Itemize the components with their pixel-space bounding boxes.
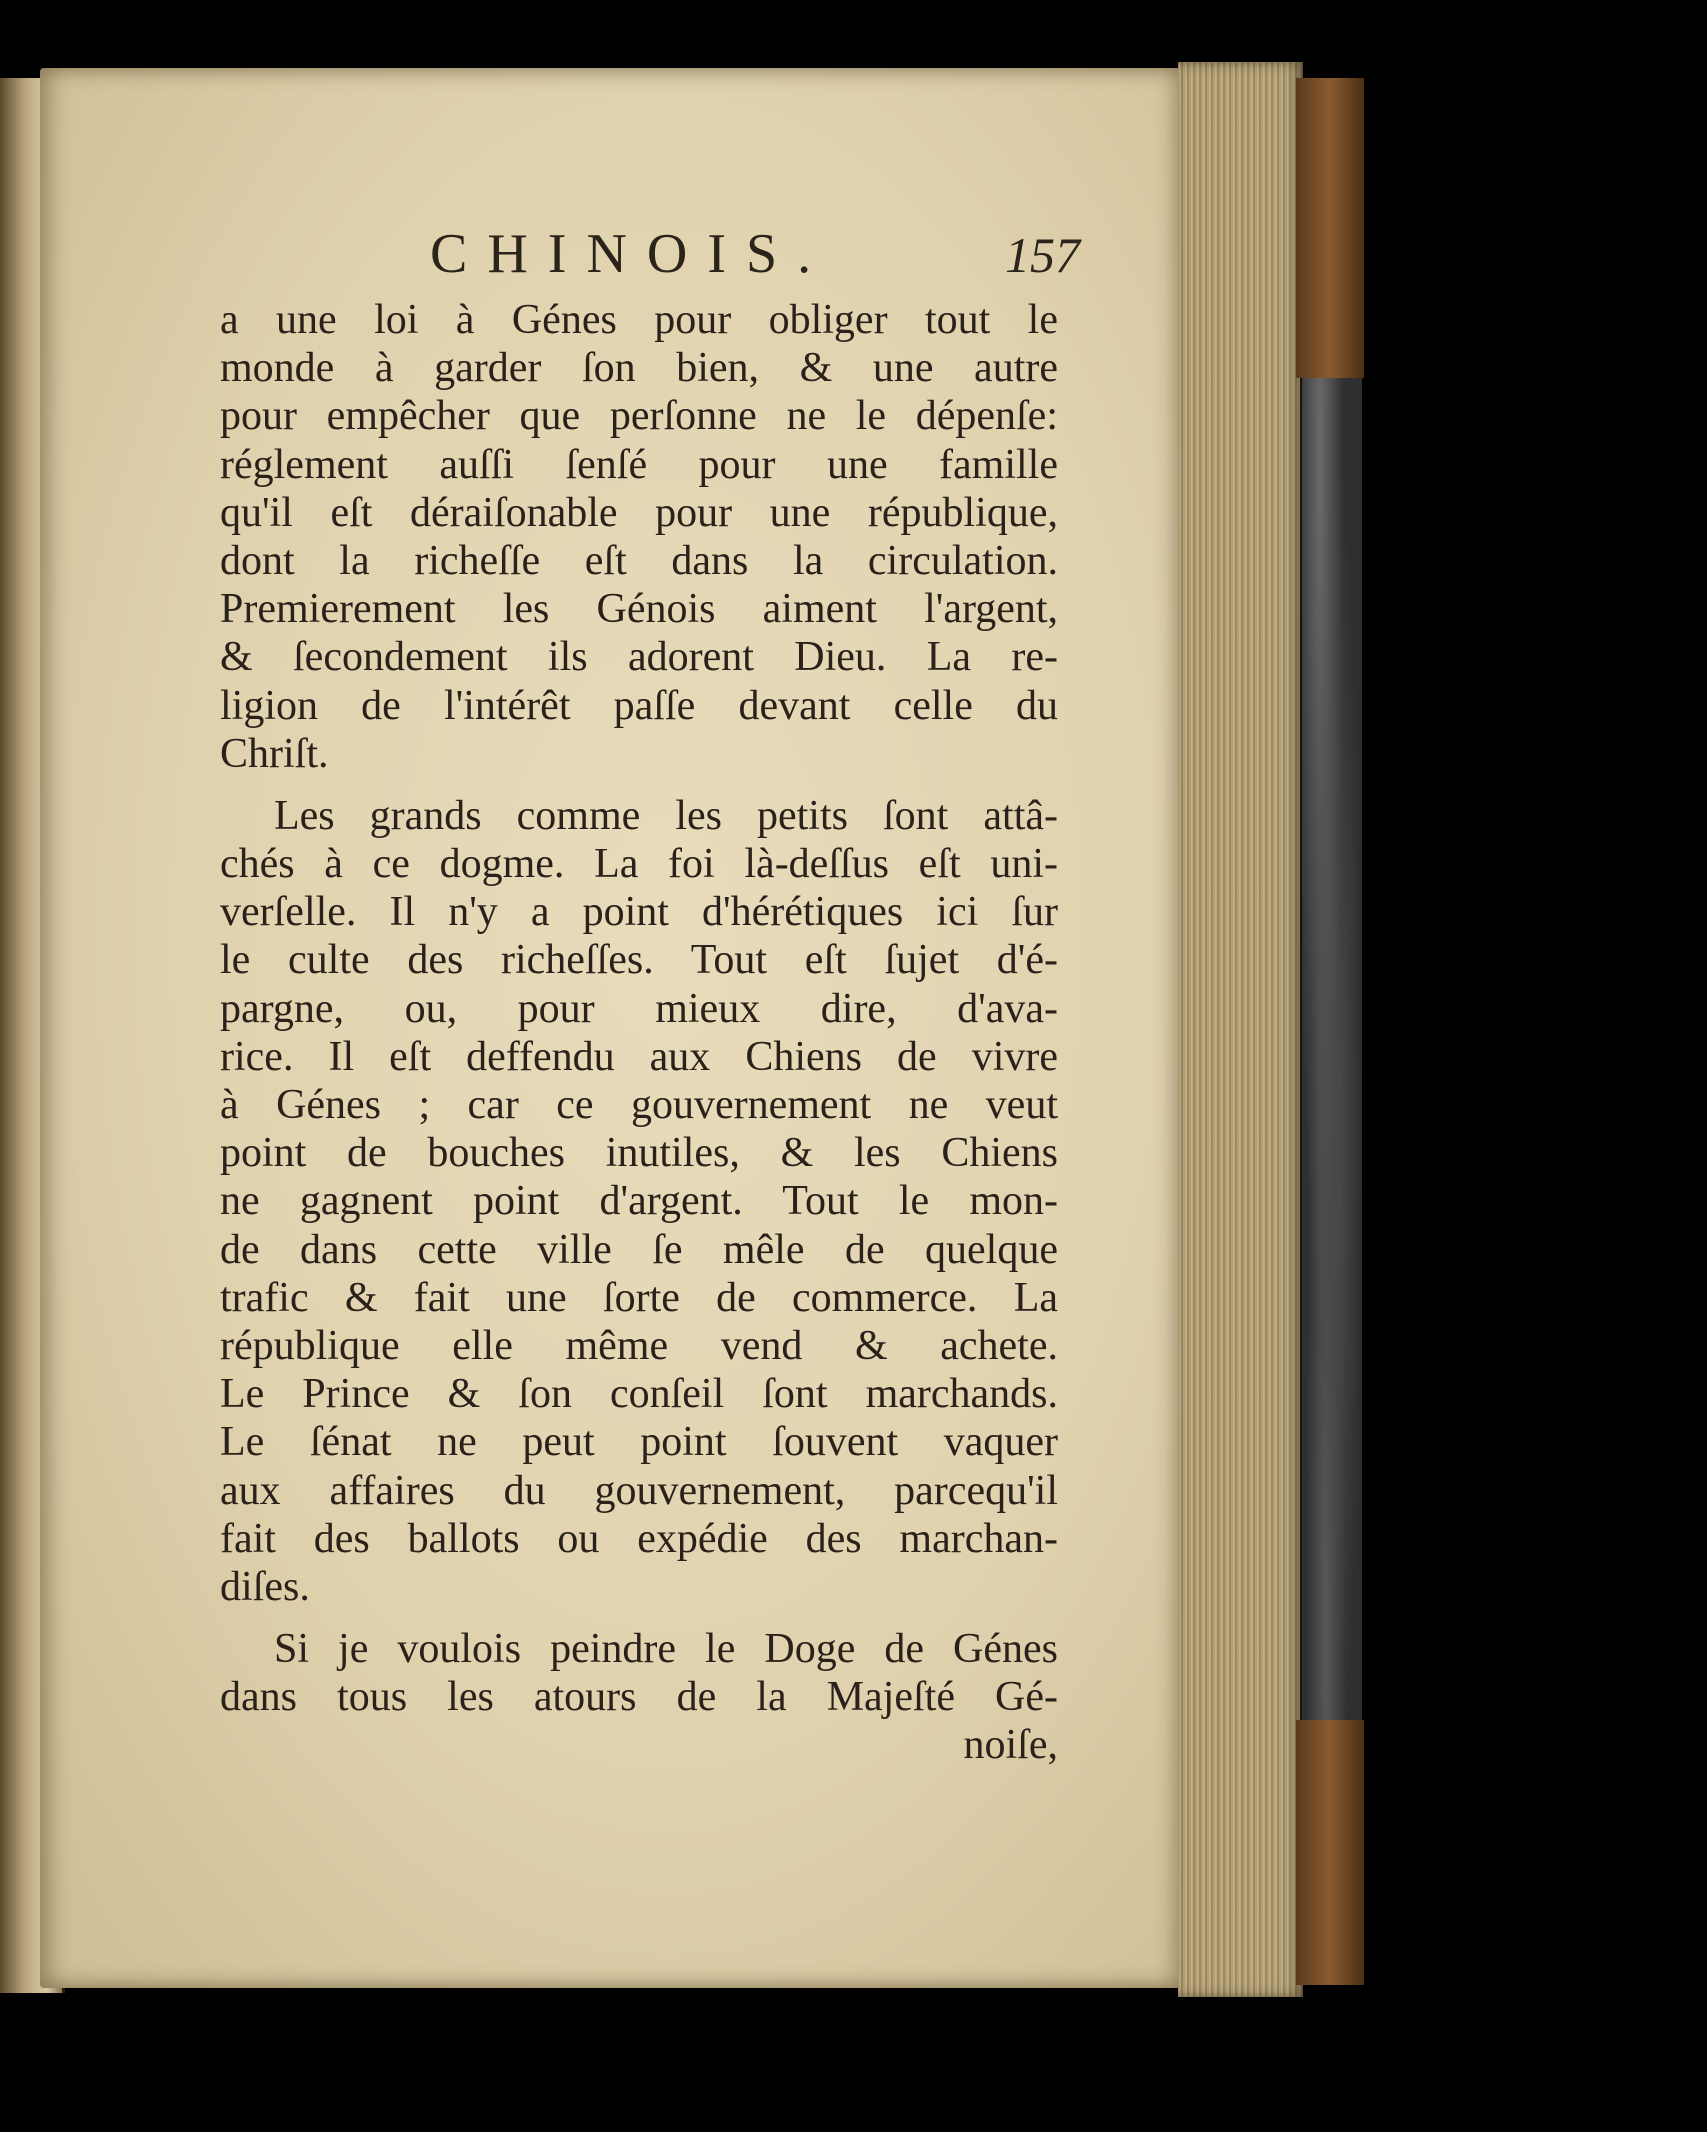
text-line: chés à ce dogme. La foi là-deſſus eſt uni- xyxy=(220,841,1058,888)
text-line: & ſecondement ils adorent Dieu. La re- xyxy=(220,634,1058,681)
page-stack-edge xyxy=(1178,62,1303,1997)
text-line: verſelle. Il n'y a point d'hérétiques ici ſur xyxy=(220,889,1058,936)
text-line: monde à garder ſon bien, & une autre xyxy=(220,345,1058,392)
text-line: dans tous les atours de la Majeſté Gé- xyxy=(220,1674,1058,1721)
text-line: pour empêcher que perſonne ne le dépenſe: xyxy=(220,393,1058,440)
text-line: ne gagnent point d'argent. Tout le mon- xyxy=(220,1178,1058,1225)
page-header xyxy=(430,222,1080,292)
leather-corner-bottom xyxy=(1296,1720,1364,1985)
text-line: a une loi à Génes pour obliger tout le xyxy=(220,297,1058,343)
text-line: Le ſénat ne peut point ſouvent vaquer xyxy=(220,1419,1058,1466)
text-line: de dans cette ville ſe mêle de quelque xyxy=(220,1226,1058,1273)
text-line: Chriſt. xyxy=(220,730,329,777)
text-line: à Génes ; car ce gouvernement ne veut xyxy=(220,1082,1058,1128)
text-line: Le Prince & ſon conſeil ſont marchands. xyxy=(220,1371,1058,1418)
text-line: fait des ballots ou expédie des marchan- xyxy=(220,1515,1058,1562)
text-line: ligion de l'intérêt paſſe devant celle du xyxy=(220,682,1058,729)
paragraph-gap xyxy=(220,778,1058,792)
text-line: point de bouches inutiles, & les Chiens xyxy=(220,1130,1058,1177)
text-line: Si je voulois peindre le Doge de Génes xyxy=(274,1626,1058,1673)
catchword: noiſe, xyxy=(963,1722,1058,1769)
text-line: qu'il eſt déraiſonable pour une république, xyxy=(220,489,1058,536)
text-line: dont la richeſſe eſt dans la circulation. xyxy=(220,537,1058,584)
text-line: rice. Il eſt deffendu aux Chiens de vivre xyxy=(220,1033,1058,1080)
text-line: diſes. xyxy=(220,1563,310,1610)
text-line: trafic & fait une ſorte de commerce. La xyxy=(220,1274,1058,1321)
text-line: pargne, ou, pour mieux dire, d'ava- xyxy=(220,985,1058,1032)
leather-corner-top xyxy=(1296,78,1364,378)
text-line: réglement auſſi ſenſé pour une famille xyxy=(220,441,1058,488)
text-line: Les grands comme les petits ſont attâ- xyxy=(274,792,1058,839)
running-title: CHINOIS. xyxy=(430,223,832,285)
text-line: république elle même vend & achete. xyxy=(220,1322,1058,1369)
text-line: le culte des richeſſes. Tout eſt ſujet d'é- xyxy=(220,937,1058,984)
page-number: 157 xyxy=(1005,227,1080,283)
paragraph-gap xyxy=(220,1611,1058,1625)
text-line: Premierement les Génois aiment l'argent, xyxy=(220,586,1058,633)
text-line: aux affaires du gouvernement, parcequ'il xyxy=(220,1467,1058,1514)
body-text xyxy=(220,296,1058,1770)
